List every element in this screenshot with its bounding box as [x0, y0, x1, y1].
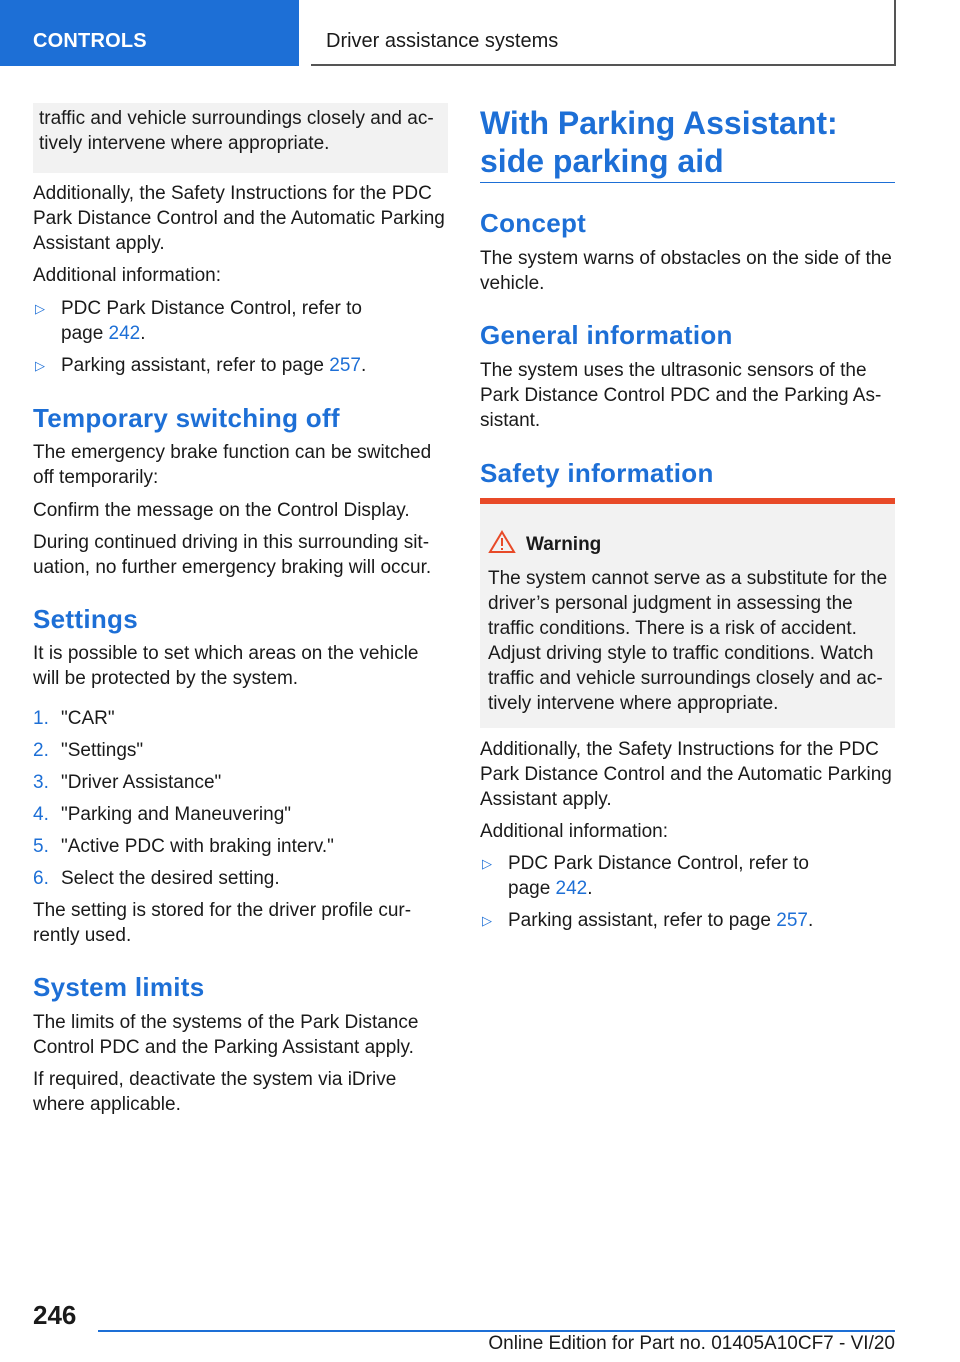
warning-text: The system cannot serve as a substitute for the driver’s personal judgment in assessing the traffic conditions. There is a risk of accident. Adjust driving style to traffic conditions. Watch traffic and vehicle surroundings closely and ac- tively intervene where appropriate. [488, 568, 888, 714]
paragraph-additional-info: Additional information: [33, 265, 221, 286]
page-link[interactable]: 257 [329, 355, 361, 376]
paragraph-settings: It is possible to set which areas on the vehicle will be protected by the system. [33, 643, 419, 689]
main-heading: With Parking Assistant: side parking aid [480, 105, 838, 179]
triangle-right-icon: ▷ [482, 913, 492, 928]
paragraph-temp-2: Confirm the message on the Control Display. [33, 500, 410, 521]
heading-safety-information: Safety information [480, 458, 714, 488]
footer-rule [98, 1330, 895, 1332]
triangle-right-icon: ▷ [482, 856, 492, 871]
paragraph-stored: The setting is stored for the driver profile cur- rently used. [33, 900, 412, 946]
continued-warning-box [33, 103, 448, 173]
page-link[interactable]: 257 [776, 910, 808, 931]
paragraph-limits-2: If required, deactivate the system via iDrive where applicable. [33, 1069, 397, 1115]
heading-system-limits: System limits [33, 972, 205, 1002]
section-tab [0, 0, 299, 66]
paragraph-concept: The system warns of obstacles on the side of the vehicle. [480, 248, 892, 294]
warning-triangle-icon [488, 530, 516, 554]
warning-box [480, 498, 895, 728]
heading-general-information: General information [480, 320, 733, 350]
heading-temporary-switching-off: Temporary switching off [33, 403, 340, 433]
triangle-right-icon: ▷ [35, 358, 45, 373]
paragraph-temp-3: During continued driving in this surrounding sit- uation, no further emergency braking will occur. [33, 532, 432, 578]
continued-warning-text: traffic and vehicle surroundings closely and ac- tively intervene where appropriate. [39, 108, 434, 154]
page-header [0, 0, 960, 66]
paragraph-additionally: Additionally, the Safety Instructions for the PDC Park Distance Control and the Automatic Parking Assistant apply. [480, 739, 892, 810]
page-link[interactable]: 242 [555, 878, 588, 899]
paragraph-limits-1: The limits of the systems of the Park Distance Control PDC and the Parking Assistant apply. [33, 1012, 419, 1058]
page-link[interactable]: 242 [108, 323, 141, 344]
section-label: CONTROLS [33, 30, 147, 52]
footer-edition: Online Edition for Part no. 01405A10CF7 - VI/20 [488, 1333, 895, 1354]
paragraph-additional-info: Additional information: [480, 821, 668, 842]
page-number: 246 [33, 1300, 77, 1330]
chapter-title: Driver assistance systems [326, 30, 559, 52]
paragraph-additionally: Additionally, the Safety Instructions for the PDC Park Distance Control and the Automatic Parking Assistant apply. [33, 183, 445, 254]
warning-title: Warning [526, 534, 602, 555]
chapter-title-box [311, 0, 896, 66]
heading-settings: Settings [33, 604, 138, 634]
heading-rule [480, 182, 895, 183]
paragraph-temp-1: The emergency brake function can be switched off temporarily: [33, 442, 432, 488]
heading-concept: Concept [480, 208, 587, 238]
triangle-right-icon: ▷ [35, 301, 45, 316]
paragraph-general: The system uses the ultrasonic sensors of the Park Distance Control PDC and the Parking As- sistant. [480, 360, 882, 431]
